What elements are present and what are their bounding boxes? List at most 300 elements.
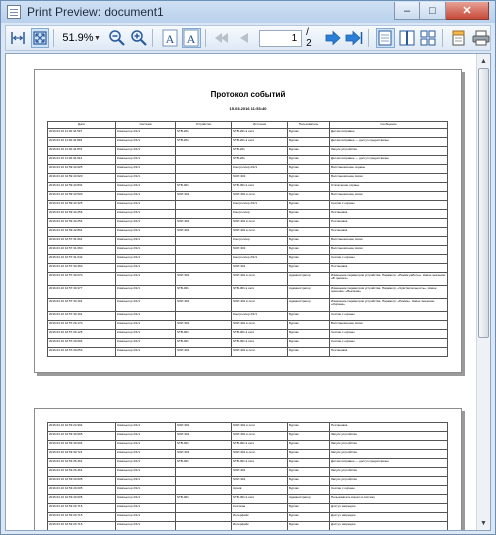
report-title: Протокол событий (210, 90, 286, 99)
table-cell: Система (232, 504, 288, 513)
table-row (48, 137, 448, 146)
table-cell: Бурлак (288, 522, 330, 531)
table-cell: 2016.03.10 10:53:30.721 (48, 450, 116, 459)
table-cell: Запуск устройства (330, 432, 448, 441)
table-cell: 2016.03.10 10:57:29.170 (48, 320, 116, 329)
table-cell: STB-301 (176, 441, 232, 450)
table-cell: Постановка (330, 218, 448, 227)
table-row (48, 164, 448, 173)
table-row (48, 486, 448, 495)
svg-text:A: A (186, 32, 196, 46)
column-header: Пользователь (288, 122, 330, 129)
table-cell: Компьютер 2/1/1 (116, 128, 176, 137)
table-cell: Датчик исправен — доступ предоставлен (330, 155, 448, 164)
table-cell (176, 254, 232, 263)
column-header: Устройство (176, 122, 232, 129)
table-cell: Бурлак (288, 347, 330, 356)
table-cell: 2016.03.10 10:53:24.904 (48, 423, 116, 432)
next-page-icon (324, 30, 342, 46)
table-cell: Восстановление связи (330, 236, 448, 245)
single-page-icon (378, 30, 392, 46)
table-row (48, 285, 448, 298)
two-pages-icon (399, 30, 415, 46)
table-cell: STB-301 в сети (232, 182, 288, 191)
table-cell: Контроллер (232, 236, 288, 245)
table-cell: STB-301 в сети (232, 495, 288, 504)
table-cell: Постановка (330, 209, 448, 218)
column-header: Сообщение (330, 122, 448, 129)
table-cell: STB-301 в сети (232, 441, 288, 450)
table-row (48, 263, 448, 272)
next-page-button[interactable] (324, 28, 343, 48)
table-cell: Бурлак (288, 441, 330, 450)
table-cell: Бурлак (288, 227, 330, 236)
table-cell: Контроллер (232, 209, 288, 218)
table-cell: Компьютер 2/1/1 (116, 432, 176, 441)
table-cell: STB-301 (176, 495, 232, 504)
column-header: Система (116, 122, 176, 129)
table-cell: 2016.03.10 10:53:20.005 (48, 486, 116, 495)
table-cell: Постановка (330, 263, 448, 272)
table-cell: STB-201 в сети (232, 137, 288, 146)
table-cell: SOP-301 (232, 263, 288, 272)
table-cell: Компьютер 2/1/1 (116, 200, 176, 209)
table-cell: Администратор (288, 272, 330, 285)
table-cell: Компьютер 2/1/1 (116, 209, 176, 218)
table-cell: 2016.03.10 10:57:29.094 (48, 338, 116, 347)
table-cell: Компьютер 2/1/1 (116, 504, 176, 513)
table-row (48, 522, 448, 531)
table-cell: Бурлак (288, 432, 330, 441)
table-row (48, 191, 448, 200)
minimize-button[interactable]: – (394, 2, 420, 20)
column-header: Дата (48, 122, 116, 129)
fit-page-icon (32, 30, 48, 46)
table-row (48, 338, 448, 347)
table-cell: 2016.03.10 10:57:31.060 (48, 245, 116, 254)
table-cell: Бурлак (288, 311, 330, 320)
table-cell (176, 155, 232, 164)
zoom-select[interactable]: 51.9% (62, 32, 94, 44)
table-cell: Восстановление охраны (330, 164, 448, 173)
table-cell (176, 504, 232, 513)
table-cell: STB-301 (176, 338, 232, 347)
table-cell: Снятие с охраны (330, 338, 448, 347)
table-cell: 2016.03.10 11:00:44.597 (48, 128, 116, 137)
table-cell: Бурлак (288, 450, 330, 459)
table-cell: SOP-301 в сети (232, 423, 288, 432)
table-cell: Компьютер 2/1/1 (116, 477, 176, 486)
table-cell: SOP-301 (176, 450, 232, 459)
scroll-down-icon[interactable]: ▼ (480, 519, 487, 527)
table-cell: 2016.03.10 11:00:44.876 (48, 146, 116, 155)
window-title: Print Preview: document1 (27, 5, 164, 19)
table-cell: Бурлак (288, 218, 330, 227)
report-date: 15.03.2016 11:53:40 (229, 106, 267, 111)
table-cell: Компьютер 2/1/1 (116, 227, 176, 236)
table-cell: Контроллер 2/1/1 (232, 200, 288, 209)
table-cell: Доступ запрещён (330, 513, 448, 522)
table-cell: 2016.03.10 10:57:30.460 (48, 263, 116, 272)
table-cell (176, 468, 232, 477)
table-cell: 2016.03.10 10:59:43.620 (48, 173, 116, 182)
table-row (48, 432, 448, 441)
event-log-table (47, 121, 448, 357)
table-cell: 2016.03.10 10:53:26.461 (48, 459, 116, 468)
table-cell: Компьютер 2/1/1 (116, 236, 176, 245)
table-cell: 2016.03.10 10:59:43.625 (48, 164, 116, 173)
table-cell: 2016.03.10 10:57:31.042 (48, 254, 116, 263)
page-setup-button[interactable] (450, 28, 469, 48)
table-cell: STB-301 (176, 285, 232, 298)
table-cell: Администратор (288, 495, 330, 504)
table-row (48, 227, 448, 236)
table-cell: SOP-301 в сети (232, 432, 288, 441)
toolbar-separator (368, 29, 369, 47)
table-cell: Изменение параметров устройства. Параметр: «Чувствительность». Новое значение: «Высокая» (330, 285, 448, 298)
table-cell: Запуск устройства (330, 441, 448, 450)
table-cell: Снятие с охраны (330, 329, 448, 338)
table-cell: Компьютер 2/1/1 (116, 173, 176, 182)
table-cell: SOP-301 в сети (232, 298, 288, 311)
table-cell: Компьютер 2/1/1 (116, 155, 176, 164)
page-total-label: / 2 (306, 27, 312, 49)
maximize-button[interactable]: □ (420, 2, 446, 20)
table-cell: Бурлак (288, 263, 330, 272)
table-cell: SOP-301 (176, 191, 232, 200)
table-cell: Интерфейс (232, 513, 288, 522)
table-cell: Датчик исправен — доступ предоставлен (330, 137, 448, 146)
table-cell: Бурлак (288, 146, 330, 155)
table-cell: Запуск устройства (330, 450, 448, 459)
table-cell: STB-301 в сети (232, 338, 288, 347)
table-row (48, 173, 448, 182)
table-row (48, 128, 448, 137)
two-pages-button[interactable] (398, 28, 417, 48)
table-row (48, 320, 448, 329)
table-cell: SOP-301 (176, 320, 232, 329)
table-cell: Контроллер 2/1/1 (232, 311, 288, 320)
table-cell: 2016.03.10 10:57:30.191 (48, 311, 116, 320)
table-row (48, 209, 448, 218)
table-cell: Бурлак (288, 236, 330, 245)
font-button[interactable] (160, 28, 179, 48)
table-cell: STB-201 (232, 155, 288, 164)
table-cell: SOP-301 (176, 272, 232, 285)
close-button[interactable]: ✕ (446, 2, 489, 20)
table-cell: Компьютер 2/1/1 (116, 495, 176, 504)
table-cell: Компьютер 2/1/1 (116, 263, 176, 272)
table-cell: Бурлак (288, 477, 330, 486)
table-cell: 2016.03.10 10:59:42.891 (48, 227, 116, 236)
table-cell: Снятие с охраны (330, 486, 448, 495)
table-row (48, 504, 448, 513)
table-cell: Компьютер 2/1/1 (116, 423, 176, 432)
zoom-in-button[interactable] (130, 28, 149, 48)
vertical-scrollbar[interactable] (476, 54, 490, 530)
column-header: Источник (232, 122, 288, 129)
table-row (48, 146, 448, 155)
table-cell: 2016.03.10 10:57:30.377 (48, 285, 116, 298)
table-cell: Компьютер 2/1/1 (116, 298, 176, 311)
font-size-button[interactable] (182, 28, 201, 48)
toolbar-separator (205, 29, 206, 47)
table-cell: STB-201 (232, 146, 288, 155)
table-row (48, 254, 448, 263)
table-cell: Постановка (330, 227, 448, 236)
page-number-input[interactable]: 1 (259, 30, 302, 47)
last-page-icon (345, 30, 363, 46)
page-setup-icon (451, 30, 467, 46)
table-cell: Запуск устройства (330, 146, 448, 155)
table-cell: STB-301 в сети (232, 459, 288, 468)
table-cell: Компьютер 2/1/1 (116, 137, 176, 146)
table-cell: Компьютер 2/1/1 (116, 329, 176, 338)
table-row (48, 450, 448, 459)
table-cell: SOP-301 (176, 347, 232, 356)
table-cell (176, 522, 232, 531)
table-cell: Бурлак (288, 513, 330, 522)
table-row (48, 245, 448, 254)
table-cell (176, 311, 232, 320)
table-cell (176, 164, 232, 173)
event-log-table (47, 422, 448, 531)
table-row (48, 423, 448, 432)
last-page-button[interactable] (345, 28, 364, 48)
table-row (48, 347, 448, 356)
table-cell: Компьютер 2/1/1 (116, 459, 176, 468)
table-cell: Компьютер 2/1/1 (116, 146, 176, 155)
table-cell: Восстановление связи (330, 320, 448, 329)
table-cell: SOP-301 (176, 218, 232, 227)
table-cell: Бурлак (288, 423, 330, 432)
table-cell: Бурлак (288, 254, 330, 263)
table-cell: Восстановление связи (330, 173, 448, 182)
table-cell: Интерфейс (232, 522, 288, 531)
document-app-icon (7, 5, 21, 19)
table-cell: SOP-301 в сети (232, 320, 288, 329)
table-cell: 2016.03.10 10:59:43.834 (48, 182, 116, 191)
table-cell: Компьютер 2/1/1 (116, 272, 176, 285)
table-cell (176, 245, 232, 254)
table-cell: SOP-301 в сети (232, 191, 288, 200)
preview-page-2 (34, 408, 462, 531)
table-cell: Бурлак (288, 191, 330, 200)
fit-width-button[interactable] (9, 28, 28, 48)
table-cell: 2016.03.10 10:53:30.904 (48, 441, 116, 450)
table-cell: Бурлак (288, 155, 330, 164)
table-cell (176, 146, 232, 155)
table-cell (176, 486, 232, 495)
chevron-down-icon[interactable]: ▼ (94, 34, 101, 42)
table-cell: SOP-301 (176, 423, 232, 432)
table-cell: Компьютер 2/1/1 (116, 513, 176, 522)
table-row (48, 200, 448, 209)
table-cell: Бурлак (288, 468, 330, 477)
fit-page-button[interactable] (31, 28, 50, 48)
table-cell: Компьютер 2/1/1 (116, 522, 176, 531)
table-cell: STB-301 (176, 329, 232, 338)
table-cell: STB-201 (176, 128, 232, 137)
table-row (48, 236, 448, 245)
zoom-out-button[interactable] (108, 28, 127, 48)
table-cell: Компьютер 2/1/1 (116, 311, 176, 320)
toolbar-separator (442, 29, 443, 47)
table-cell: SOP-301 (232, 245, 288, 254)
table-cell: 2016.03.10 11:00:44.893 (48, 137, 116, 146)
toolbar-separator (53, 29, 54, 47)
table-cell: STB-301 в сети (232, 329, 288, 338)
table-cell (176, 173, 232, 182)
table-cell: SOP-301 (232, 468, 288, 477)
preview-toolbar (5, 25, 491, 51)
table-cell: SOP-301 в сети (232, 218, 288, 227)
table-cell: Запуск устройства (330, 477, 448, 486)
print-icon (472, 30, 490, 46)
table-cell: Компьютер 2/1/1 (116, 191, 176, 200)
print-button[interactable] (471, 28, 490, 48)
zoom-in-icon (130, 29, 148, 47)
table-cell: Бурлак (288, 504, 330, 513)
table-cell: Восстановление связи (330, 191, 448, 200)
table-cell: 2016.03.10 10:57:31.691 (48, 236, 116, 245)
table-cell: Компьютер 2/1/1 (116, 164, 176, 173)
table-cell: STB-301 (176, 459, 232, 468)
table-cell: Компьютер 2/1/1 (116, 450, 176, 459)
single-page-button[interactable] (376, 28, 395, 48)
font-size-icon (183, 29, 199, 47)
table-cell: 2016.03.10 10:57:29.125 (48, 329, 116, 338)
table-cell: Датчик исправен — доступ предоставлен (330, 459, 448, 468)
table-cell: Бурлак (288, 459, 330, 468)
table-cell: 2016.03.10 10:52:20.715 (48, 513, 116, 522)
table-cell: Компьютер 2/1/1 (116, 245, 176, 254)
table-cell: Изменение параметров устройства. Параметр: «Режим работы». Новое значение: «В тревоге» (330, 272, 448, 285)
table-cell: Компьютер 2/1/1 (116, 468, 176, 477)
table-cell: Бурлак (288, 137, 330, 146)
table-cell: STB-201 в сети (232, 128, 288, 137)
table-cell: Контроллер 2/1/1 (232, 164, 288, 173)
table-cell: SOP-301 (176, 298, 232, 311)
table-cell: 2016.03.10 10:52:20.715 (48, 522, 116, 531)
zoom-out-icon (108, 29, 126, 47)
table-row (48, 311, 448, 320)
table-cell: 2016.03.10 10:59:43.256 (48, 209, 116, 218)
table-cell: Контроллер 2/1/1 (232, 254, 288, 263)
table-cell: SOP-301 в сети (232, 272, 288, 285)
table-cell: Постановка (330, 347, 448, 356)
fit-width-icon (10, 30, 26, 46)
table-cell: Бурлак (288, 329, 330, 338)
table-cell: Бурлак (288, 173, 330, 182)
table-cell: STB-301 (176, 182, 232, 191)
table-row (48, 218, 448, 227)
table-row (48, 477, 448, 486)
table-row (48, 155, 448, 164)
table-cell (176, 236, 232, 245)
table-cell: Доступ запрещён (330, 522, 448, 531)
table-cell: 2016.03.10 11:00:44.912 (48, 155, 116, 164)
table-row (48, 182, 448, 191)
table-cell: Снятие с охраны (330, 254, 448, 263)
table-cell: Постановка (330, 423, 448, 432)
table-cell (176, 263, 232, 272)
table-cell: Компьютер 2/1/1 (116, 254, 176, 263)
table-row (48, 441, 448, 450)
title-bar[interactable] (1, 1, 495, 23)
table-cell: 2016.03.10 10:53:30.905 (48, 432, 116, 441)
table-cell: SOP-301 в сети (232, 450, 288, 459)
table-cell: Доступ запрещён (330, 504, 448, 513)
table-cell: Бурлак (288, 164, 330, 173)
svg-text:A: A (165, 32, 174, 46)
toolbar-separator (152, 29, 153, 47)
table-cell: STB-301 в сети (232, 285, 288, 298)
table-cell: Администратор (288, 298, 330, 311)
prev-page-button[interactable] (234, 28, 253, 48)
table-cell: 2016.03.10 10:59:43.254 (48, 218, 116, 227)
table-cell: Бурлак (288, 338, 330, 347)
table-cell (176, 477, 232, 486)
table-cell: Пользователь вошёл в систему (330, 495, 448, 504)
table-cell: 2016.03.10 10:53:20.005 (48, 477, 116, 486)
preview-area[interactable] (5, 53, 491, 531)
table-row (48, 298, 448, 311)
table-cell: Отключение охраны (330, 182, 448, 191)
table-cell: Снятие с охраны (330, 200, 448, 209)
table-cell (176, 209, 232, 218)
table-cell: Бурлак (288, 486, 330, 495)
first-page-button[interactable] (213, 28, 232, 48)
table-cell: Запуск устройства (330, 468, 448, 477)
table-cell: Бурлак (288, 320, 330, 329)
scroll-up-icon[interactable]: ▲ (480, 57, 487, 65)
table-cell: Бурлак (288, 209, 330, 218)
table-row (48, 272, 448, 285)
table-cell: 2016.03.10 10:57:30.070 (48, 272, 116, 285)
table-cell: 2016.03.10 10:53:20.005 (48, 495, 116, 504)
table-cell: SOP-301 в сети (232, 347, 288, 356)
table-row (48, 459, 448, 468)
multi-page-icon (420, 30, 436, 46)
table-cell: STB-201 (176, 137, 232, 146)
table-cell: Бурлак (288, 182, 330, 191)
font-icon (162, 29, 178, 47)
table-cell: Компьютер 2/1/1 (116, 285, 176, 298)
table-cell: Бурлак (288, 200, 330, 209)
table-cell: Изменение параметров устройства. Параметр: «Режим». Новое значение: «Охрана» (330, 298, 448, 311)
table-cell: Компьютер 2/1/1 (116, 338, 176, 347)
scrollbar-thumb[interactable] (478, 68, 489, 338)
table-row (48, 495, 448, 504)
table-cell: Восстановление связи (330, 245, 448, 254)
table-cell: Компьютер 2/1/1 (116, 486, 176, 495)
table-cell: Администратор (288, 285, 330, 298)
table-cell: SOP-301 (232, 477, 288, 486)
table-cell (176, 513, 232, 522)
table-cell: Бурлак (288, 128, 330, 137)
table-cell: 2016.03.10 10:59:43.325 (48, 200, 116, 209)
table-cell: Компьютер 2/1/1 (116, 218, 176, 227)
table-cell: SOP-301 (176, 432, 232, 441)
prev-page-icon (236, 30, 252, 46)
table-row (48, 513, 448, 522)
multi-page-button[interactable] (419, 28, 438, 48)
table-cell: Компьютер 2/1/1 (116, 320, 176, 329)
preview-page-1 (34, 69, 462, 373)
table-cell: 2016.03.10 10:59:43.500 (48, 191, 116, 200)
table-cell: Компьютер 2/1/1 (116, 182, 176, 191)
